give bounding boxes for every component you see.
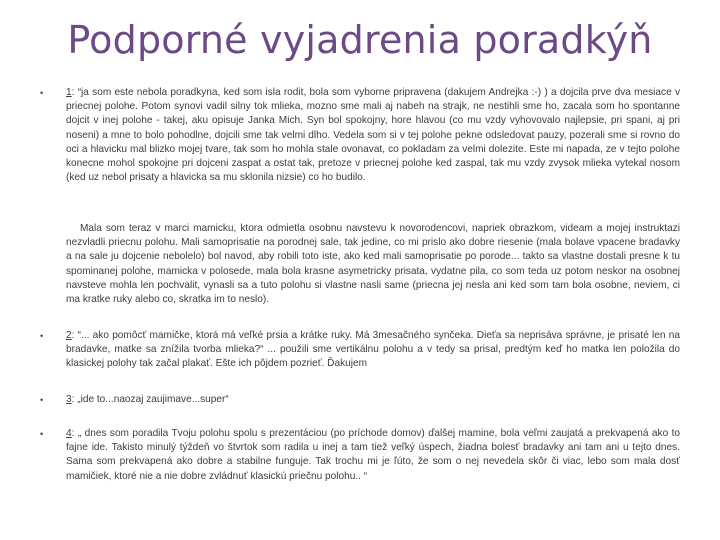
item-number: 3 xyxy=(66,394,72,405)
bullet-icon: • xyxy=(40,331,44,341)
item-quote: “ja som este nebola poradkyna, ked som isla rodit, bola som vyborne pripravena (dakujem Andrejka :-) ) a dojcila prve dva mesiace v priecnej polohe. Potom synovi vadil silny tok mlieka, mozno sme mali aj nabeh na strajk, ne nestihli sme ho, zacala som ho spontanne dojcit v inej polohe - takej, aku opisuje Janka Mich. Syn bol spokojny, hore hlavou (co mu vzdy vyhovovalo najlepsie, pri spani, aj pri noseni) a mne to bolo pohodlne, dojcili sme tak velmi dlho. Vedela som si v tej polohe pekne odsledovat pauzy, pozerali sme si rovno do oci a hlavicku mal blizko mojej tvare, tak som ho mohla stale ovonavat, co pokladam za velmi dolezite. Este mi napada, ze v tejto polohe konecne mohol spokojne pri dojceni zaspat a ostat tak, pretoze v priecnej polohe ked zaspal, tak mu vzdy zvysok mlieka vytekal nosom (ked uz nebol prisaty a hlavicka sa mu sklonila nizsie) co ho budilo. xyxy=(66,87,681,184)
item-separator: : xyxy=(71,428,78,439)
item-quote: “... ako pomôcť mamičke, ktorá má veľké prsia a krátke ruky. Má 3mesačného synčeka. Dieťa sa neprisáva správne, je prisaté len na bradavke, matke sa znížila tvorba mlieka?“ ... použili sme vertikálnu polohu a v tedy sa prisal, predtým keď ho matka len položila do klasickej polohy tak začal plakať. Ešte ich pôjdem pozrieť. Ďakujem xyxy=(66,330,680,370)
item-number: 4 xyxy=(66,428,72,439)
item-quote: „ide to...naozaj zaujimave...super“ xyxy=(77,394,229,405)
item-text xyxy=(66,393,680,407)
bullet-icon: • xyxy=(40,429,44,439)
item-number: 1 xyxy=(66,87,72,98)
item-text xyxy=(66,329,680,372)
item-1-continuation: Mala som teraz v marci mamicku, ktora odmietla osobnu navstevu k novorodencovi, napriek obrazkom, videam a mojej instruktazi nezvladli priecnu polohu. Mali samoprisatie na porodnej sale, tak jedine, co mi prislo ako dobre riesenie (mala bolave vpacene bradavky a na sale ju dojcenie nebolelo) bol navod, aby robili toto iste, ako ked mali samoprisatie po porode... takto sa vlastne dostali presne k tu spominanej polohe, mamicka v polosede, mala bola krasne asymetricky prisata, vydatne pila, co som teda uz potom neskor na osobnej navsteve mohla len pochvalit, vynasli sa a tuto polohu si vlastne nasli same (priecna jej nesla ani ked som tam bola osobne, neviem, ci ma kratke ruky alebo co, skratka im to neslo). xyxy=(66,223,680,306)
item-separator: : xyxy=(71,330,78,341)
bullet-icon: • xyxy=(40,395,44,405)
page-title: Podporné vyjadrenia poradkýň xyxy=(67,18,653,62)
item-text xyxy=(66,427,680,484)
item-text xyxy=(66,86,680,185)
item-separator: : xyxy=(71,87,78,98)
item-separator: : xyxy=(71,394,78,405)
item-quote: „ dnes som poradila Tvoju polohu spolu s prezentáciou (po príchode domov) ďalšej mamine, bola veľmi zaujatá a prekvapená ako to fajne ide. Takisto minulý týždeň vo štvrtok som radila u inej a tam tiež veľký úspech, žiadna bolesť bradavky ani tam ani u tejto dnes. Sama som prekvapená ako dobre a stabilne funguje. Tak trochu mi je ľúto, že som o nej nevedela skôr či viac, lebo som mala dosť mamičiek, ktoré nie a nie dobre zvládnuť klasickú priečnu polohu.. “ xyxy=(66,428,681,482)
item-number: 2 xyxy=(66,330,72,341)
bullet-icon: • xyxy=(40,88,44,98)
